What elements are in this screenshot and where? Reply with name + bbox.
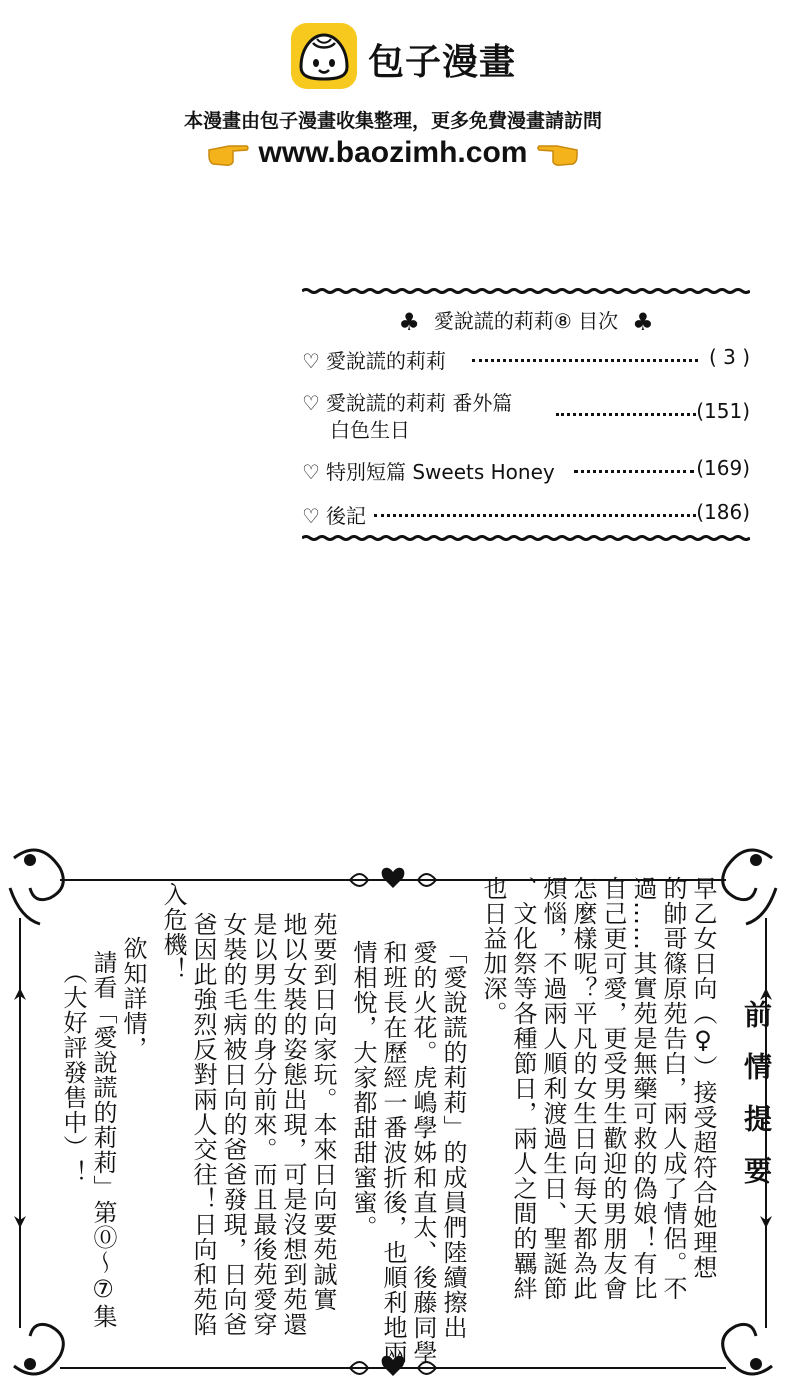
club-icon: ♣ xyxy=(632,308,654,336)
summary-column: 愛的火花。虎嶋學姊和直太、後藤同學 xyxy=(409,940,437,1365)
toc-entry-title: 愛說謊的莉莉 xyxy=(326,349,446,373)
toc-title xyxy=(302,305,750,336)
summary-column: 是以男生的身分前來。而且最後苑愛穿 xyxy=(249,912,277,1337)
toc-entry xyxy=(302,456,750,485)
heart-icon: ♡ xyxy=(302,460,320,484)
toc-entry-page: (151) xyxy=(696,399,750,423)
summary-column: 過……其實苑是無藥可救的偽娘！有比 xyxy=(629,876,657,1301)
toc-bottom-border xyxy=(302,535,750,541)
summary-column: （大好評發售中）！ xyxy=(59,960,87,1185)
summary-column: 入危機！ xyxy=(159,882,187,982)
toc-entry-title: 愛說謊的莉莉 番外篇 xyxy=(326,391,513,415)
heart-icon: ♡ xyxy=(302,504,320,528)
summary-column: 怎麼樣呢？平凡的女生日向每天都為此 xyxy=(569,876,597,1301)
toc-leader-dots xyxy=(374,514,696,517)
summary-column: 煩惱，不過兩人順利渡過生日、聖誕節 xyxy=(539,876,567,1301)
summary-column: 和班長在歷經一番波折後，也順利地兩 xyxy=(379,940,407,1365)
summary-column: 情相悅，大家都甜甜蜜蜜。 xyxy=(349,940,377,1240)
toc-entry-title: 後記 xyxy=(326,504,366,528)
toc-leader-dots xyxy=(472,359,698,362)
summary-column: 、文化祭等各種節日，兩人之間的羈絆 xyxy=(509,876,537,1301)
pointing-right-hand-icon xyxy=(207,138,249,168)
summary-column: 「愛說謊的莉莉」的成員們陸續擦出 xyxy=(439,940,467,1340)
summary-column: 苑要到日向家玩。本來日向要苑誠實 xyxy=(309,912,337,1312)
toc-entry xyxy=(302,345,750,374)
summary-column: 自己更可愛，更受男生歡迎的男朋友會 xyxy=(599,876,627,1301)
toc-entry xyxy=(302,387,750,423)
heart-icon: ♡ xyxy=(302,349,320,373)
toc-title-text: 愛說謊的莉莉⑧ 目次 xyxy=(433,309,619,333)
toc-entry-page: ( 3 ) xyxy=(708,345,750,369)
toc-entry xyxy=(302,500,750,529)
watermark-url-row xyxy=(0,136,786,170)
toc-leader-dots xyxy=(556,413,696,416)
toc-entry-title: 特別短篇 Sweets Honey xyxy=(326,460,555,484)
summary-column: 的帥哥篠原苑告白，兩人成了情侶。不 xyxy=(659,876,687,1301)
toc-entry-page: (186) xyxy=(696,500,750,524)
heart-icon: ♡ xyxy=(302,391,320,415)
toc-top-border xyxy=(302,288,750,294)
logo-text: 包子漫畫 xyxy=(368,42,517,83)
toc-entry-page: (169) xyxy=(696,456,750,480)
watermark-notice: 本漫畫由包子漫畫收集整理，更多免費漫畫請訪問 xyxy=(183,110,602,132)
summary-column: 早乙女日向（♀）接受超符合她理想 xyxy=(689,876,717,1280)
club-icon: ♣ xyxy=(398,308,420,336)
summary-column: 女裝的毛病被日向的爸爸發現，日向爸 xyxy=(219,912,247,1337)
summary-column: 爸因此強烈反對兩人交往！日向和苑陷 xyxy=(189,912,217,1337)
summary-column: 請看「愛說謊的莉莉」第⓪～⑦集 xyxy=(89,950,117,1329)
toc-entry-subtitle: 白色生日 xyxy=(330,418,410,442)
summary-column: 欲知詳情， xyxy=(119,936,147,1061)
summary-heading: 前情提要 xyxy=(740,1000,773,1208)
summary-column: 也日益加深。 xyxy=(479,876,507,1026)
watermark-url-link[interactable]: www.baozimh.com xyxy=(258,136,528,169)
pointing-left-hand-icon xyxy=(537,138,579,168)
toc-leader-dots xyxy=(574,470,694,473)
summary-column: 地以女裝的姿態出現，可是沒想到苑還 xyxy=(279,912,307,1337)
baozi-logo-icon xyxy=(291,23,357,89)
